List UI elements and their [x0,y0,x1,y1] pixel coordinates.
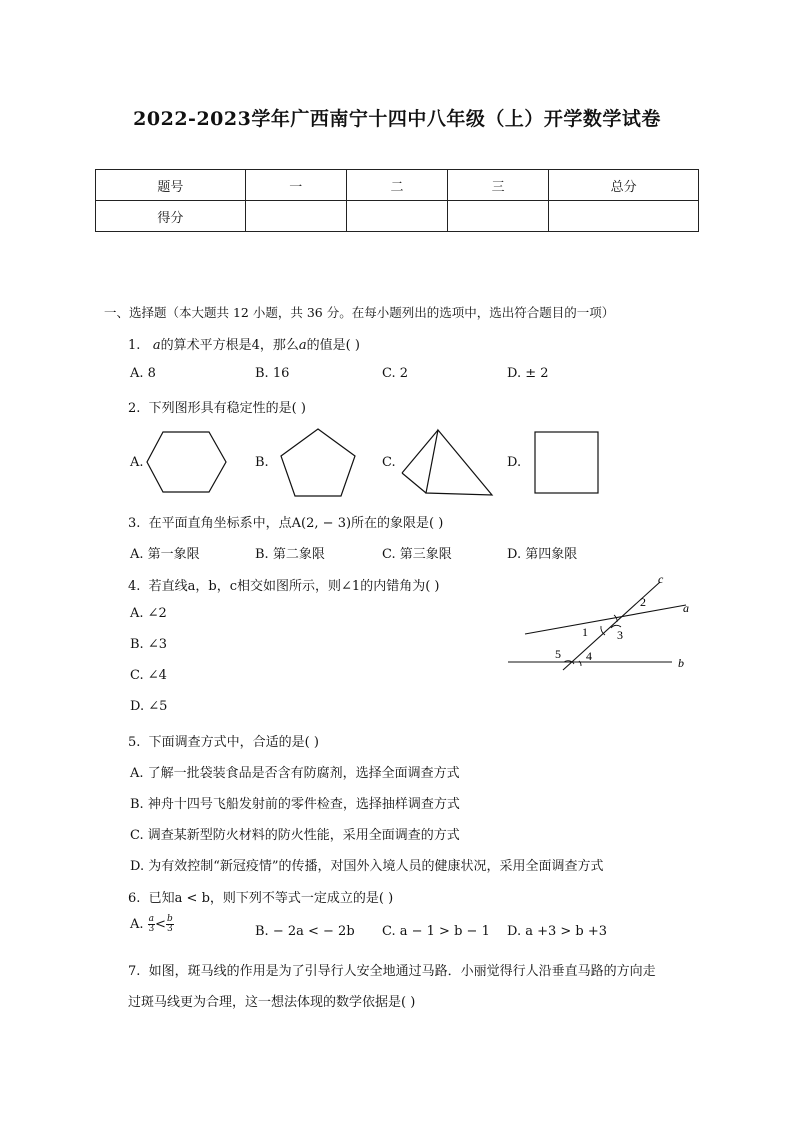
option-label: A. [130,917,144,932]
option-c[interactable]: C. 调查某新型防火材料的防火性能，采用全面调查的方式 [130,828,460,843]
variable: a [152,338,161,353]
question-7-continued: 过斑马线更为合理，这一想法体现的数学依据是( ) [128,995,416,1010]
pentagon-figure [276,426,362,500]
score-header-cell: 一 [245,170,346,201]
hexagon-figure [146,428,236,498]
question-text: 已知a < b，则下列不等式一定成立的是( ) [148,891,394,906]
denominator: 3 [166,924,173,934]
question-number: 5. [128,735,141,750]
label-b: b [678,656,684,670]
triangle-split-figure [400,427,496,499]
question-number: 1. [128,338,141,353]
square-figure [532,430,602,496]
numerator: b [166,914,173,924]
variable: a [298,338,307,353]
option-d[interactable]: D. ∠5 [130,699,168,714]
question-text: 的值是( ) [306,338,360,353]
question-2 [128,397,306,416]
option-c[interactable]: C. ∠4 [130,668,167,683]
option-b[interactable]: B. 16 [255,366,290,381]
score-cell[interactable] [549,201,699,232]
label-c: c [658,572,664,586]
option-a[interactable]: A. 第一象限 [130,547,200,562]
option-b[interactable]: B. [255,455,269,470]
section-heading: 一、选择题（本大题共 12 小题，共 36 分。在每小题列出的选项中，选出符合题目的一项） [104,305,615,320]
question-6 [128,887,393,906]
label-4: 4 [586,649,592,663]
score-header-cell: 总分 [549,170,699,201]
question-number: 2. [128,401,141,416]
score-header-cell: 三 [448,170,549,201]
page-title: 2022-2023学年广西南宁十四中八年级（上）开学数学试卷 [133,108,661,130]
intersecting-lines-figure [500,570,700,674]
label-2: 2 [640,595,646,609]
option-d[interactable]: D. a +3 > b +3 [507,924,608,939]
label-a: a [683,601,689,615]
option-c[interactable]: C. 2 [382,366,409,381]
question-text: 在平面直角坐标系中，点A(2, − 3)所在的象限是( ) [148,516,444,531]
question-text: 如图，斑马线的作用是为了引导行人安全地通过马路．小丽觉得行人沿垂直马路的方向走 [148,964,656,979]
label-3: 3 [617,628,623,642]
score-table [95,169,699,232]
question-1 [128,334,360,353]
fraction [148,915,155,934]
option-b[interactable]: B. 第二象限 [255,547,325,562]
question-7 [128,960,656,979]
question-4 [128,575,439,594]
question-5 [128,731,319,750]
option-a[interactable] [130,915,174,934]
question-number: 3. [128,516,141,531]
option-d[interactable]: D. [507,455,522,470]
label-1: 1 [582,625,588,639]
question-number: 6. [128,891,141,906]
score-cell[interactable] [448,201,549,232]
score-header-cell: 二 [346,170,447,201]
score-table-score-row [96,201,699,232]
option-a[interactable]: A. [130,455,144,470]
question-text: 的算术平方根是4，那么 [160,338,299,353]
score-table-header-row [96,170,699,201]
option-c[interactable]: C. [382,455,396,470]
fraction [166,915,174,934]
option-d[interactable]: D. 为有效控制“新冠疫情”的传播，对国外入境人员的健康状况，采用全面调查方式 [130,859,604,874]
score-cell[interactable] [346,201,447,232]
option-a[interactable]: A. ∠2 [130,606,167,621]
score-cell[interactable] [245,201,346,232]
relation: < [155,917,166,932]
label-5: 5 [555,647,561,661]
option-b[interactable]: B. ∠3 [130,637,167,652]
question-text: 下面调查方式中，合适的是( ) [148,735,319,750]
option-c[interactable]: C. 第三象限 [382,547,452,562]
question-number: 4. [128,579,141,594]
option-a[interactable]: A. 了解一批袋装食品是否含有防腐剂，选择全面调查方式 [130,766,460,781]
question-3 [128,512,443,531]
option-b[interactable]: B. 神舟十四号飞船发射前的零件检查，选择抽样调查方式 [130,797,460,812]
option-c[interactable]: C. a − 1 > b − 1 [382,924,490,939]
denominator: 3 [148,924,155,934]
option-d[interactable]: D. ± 2 [507,366,549,381]
score-header-cell: 题号 [96,170,246,201]
question-text: 若直线a，b，c相交如图所示，则∠1的内错角为( ) [148,579,440,594]
numerator: a [148,914,155,924]
question-text: 下列图形具有稳定性的是( ) [148,401,306,416]
option-b[interactable]: B. − 2a < − 2b [255,924,355,939]
score-row-label: 得分 [96,201,246,232]
option-d[interactable]: D. 第四象限 [507,547,578,562]
question-number: 7. [128,964,141,979]
option-a[interactable]: A. 8 [130,366,156,381]
